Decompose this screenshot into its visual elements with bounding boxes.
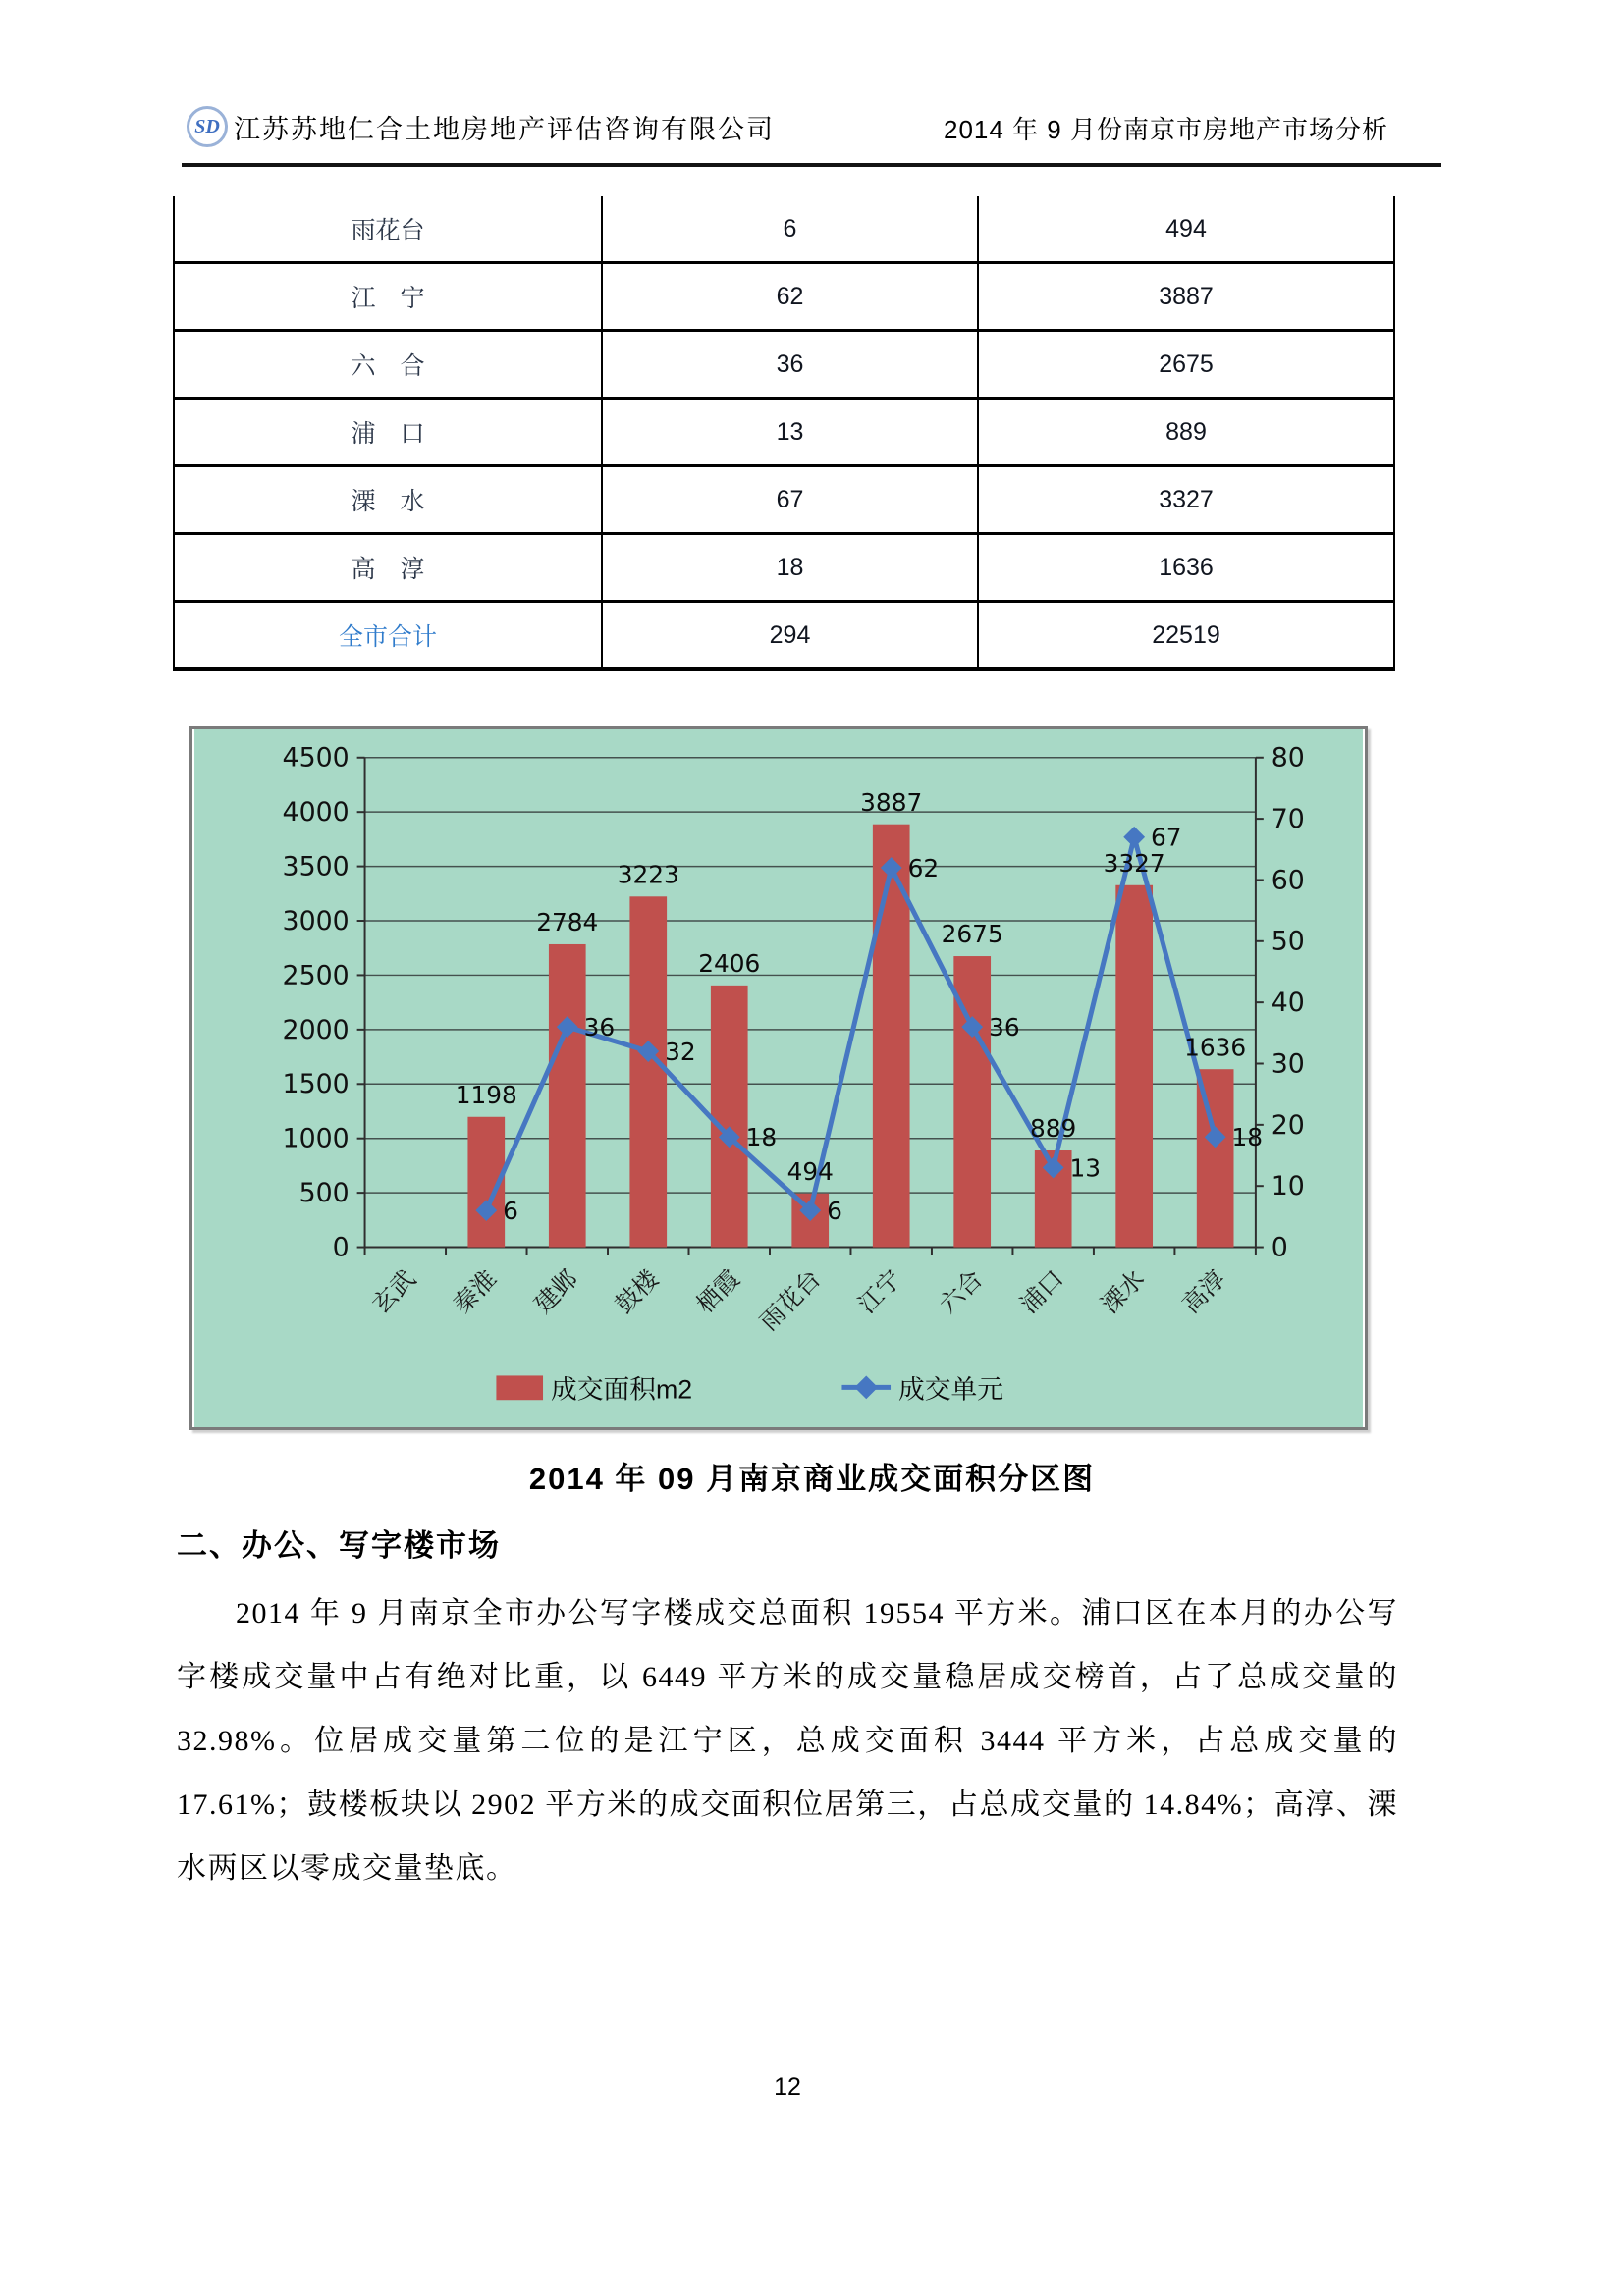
category-label: 高淳 <box>1177 1265 1231 1319</box>
bar-value-label: 1198 <box>455 1080 517 1109</box>
line-value-label: 18 <box>1231 1123 1264 1152</box>
category-label: 栖霞 <box>691 1265 745 1319</box>
table-row <box>174 534 1394 602</box>
line-value-label: 32 <box>665 1037 696 1066</box>
district-table <box>173 196 1395 671</box>
line-value-label: 6 <box>827 1197 842 1226</box>
header-left <box>187 101 775 152</box>
area-cell: 889 <box>978 399 1394 466</box>
district-cell: 溧 水 <box>174 466 602 534</box>
bar <box>549 944 586 1248</box>
left-axis-label: 500 <box>298 1178 350 1209</box>
bar-value-label: 3223 <box>617 860 679 889</box>
category-label: 雨花台 <box>755 1265 827 1337</box>
bar-value-label: 3327 <box>1103 848 1165 878</box>
bar <box>873 825 910 1248</box>
right-axis-label: 20 <box>1271 1109 1305 1141</box>
district-cell: 全市合计 <box>174 602 602 670</box>
right-axis-label: 10 <box>1271 1171 1305 1202</box>
right-axis-label: 0 <box>1271 1232 1288 1263</box>
right-axis-label: 30 <box>1271 1048 1305 1080</box>
report-title: 2014 年 9 月份南京市房地产市场分析 <box>944 115 1388 144</box>
table-row <box>174 466 1394 534</box>
area-cell: 1636 <box>978 534 1394 602</box>
chart-caption: 2014 年 09 月南京商业成交面积分区图 <box>528 1462 1096 1496</box>
line-value-label: 13 <box>1069 1153 1102 1183</box>
category-label: 建邺 <box>529 1265 583 1319</box>
bar-value-label: 1636 <box>1184 1033 1247 1062</box>
header-rule <box>182 163 1441 167</box>
company-name: 江苏苏地仁合土地房地产评估咨询有限公司 <box>234 114 775 144</box>
right-axis-label: 70 <box>1271 804 1305 835</box>
left-axis-label: 2000 <box>282 1014 350 1045</box>
category-label: 浦口 <box>1015 1265 1069 1319</box>
bar <box>1115 885 1153 1248</box>
area-cell: 3327 <box>978 466 1394 534</box>
district-cell: 雨花台 <box>174 196 602 263</box>
section-heading: 二、办公、写字楼市场 <box>177 1528 501 1563</box>
right-axis-label: 40 <box>1271 988 1305 1019</box>
category-label: 溧水 <box>1097 1265 1151 1319</box>
left-axis-label: 4500 <box>282 742 350 774</box>
left-axis-label: 1500 <box>282 1069 350 1100</box>
units-cell: 36 <box>602 331 978 399</box>
bar-value-label: 2406 <box>698 948 761 978</box>
legend-bar-swatch <box>496 1375 543 1400</box>
section-paragraph: 2014 年 9 月南京全市办公写字楼成交总面积 19554 平方米。浦口区在本月的办公写字楼成交量中占有绝对比重，以 6449 平方米的成交量稳居成交榜首，占了总成交量的 32.98%。位居成交量第二位的是江宁区，总成交面积 3444 平方米，占总成交量的 17.61%；鼓楼板块以 2902 平方米的成交面积位居第三，占总成交量的 14.84%；高淳、溧水两区以零成交量垫底。 <box>177 1597 1398 1885</box>
line-value-label: 6 <box>503 1197 518 1226</box>
left-axis-label: 4000 <box>282 797 350 828</box>
bar-value-label: 2784 <box>536 908 599 937</box>
legend-line-label: 成交单元 <box>897 1374 1004 1405</box>
area-cell: 3887 <box>978 263 1394 331</box>
area-cell: 22519 <box>978 602 1394 670</box>
district-cell: 江 宁 <box>174 263 602 331</box>
left-axis-label: 1000 <box>282 1123 350 1154</box>
left-axis-label: 3000 <box>282 905 350 936</box>
category-label: 秦淮 <box>449 1265 503 1319</box>
legend-bar-label: 成交面积m2 <box>550 1374 693 1405</box>
units-cell: 294 <box>602 602 978 670</box>
bar-value-label: 494 <box>786 1156 834 1186</box>
right-axis-label: 60 <box>1271 865 1305 896</box>
table-row <box>174 602 1394 670</box>
units-cell: 13 <box>602 399 978 466</box>
line-value-label: 62 <box>907 853 940 882</box>
district-cell: 高 淳 <box>174 534 602 602</box>
table-row <box>174 263 1394 331</box>
bar <box>711 986 748 1248</box>
chart-svg <box>192 729 1365 1427</box>
page-number: 12 <box>774 2073 801 2101</box>
right-axis-label: 80 <box>1271 742 1305 774</box>
district-cell: 浦 口 <box>174 399 602 466</box>
category-label: 江宁 <box>853 1265 907 1319</box>
right-axis-label: 50 <box>1271 926 1305 957</box>
table-body <box>174 196 1394 669</box>
line-value-label: 18 <box>745 1123 778 1152</box>
district-cell: 六 合 <box>174 331 602 399</box>
bar-value-label: 3887 <box>860 787 923 817</box>
bar-value-label: 889 <box>1030 1114 1077 1144</box>
area-cell: 2675 <box>978 331 1394 399</box>
units-cell: 18 <box>602 534 978 602</box>
bar-value-label: 2675 <box>941 920 1003 949</box>
table-row <box>174 331 1394 399</box>
line-value-label: 67 <box>1151 823 1182 852</box>
line-value-label: 36 <box>583 1013 616 1042</box>
units-cell: 62 <box>602 263 978 331</box>
left-axis-label: 2500 <box>282 960 350 991</box>
units-cell: 67 <box>602 466 978 534</box>
area-cell: 494 <box>978 196 1394 263</box>
table-row <box>174 399 1394 466</box>
units-cell: 6 <box>602 196 978 263</box>
bar <box>629 896 667 1247</box>
category-label: 六合 <box>935 1265 989 1319</box>
company-logo-icon: SD <box>187 106 228 147</box>
category-label: 玄武 <box>367 1265 421 1319</box>
category-label: 鼓楼 <box>611 1265 665 1319</box>
left-axis-label: 3500 <box>282 851 350 882</box>
table-row <box>174 196 1394 263</box>
commercial-area-chart <box>189 726 1368 1430</box>
line-value-label: 36 <box>989 1013 1020 1042</box>
left-axis-label: 0 <box>332 1232 350 1263</box>
